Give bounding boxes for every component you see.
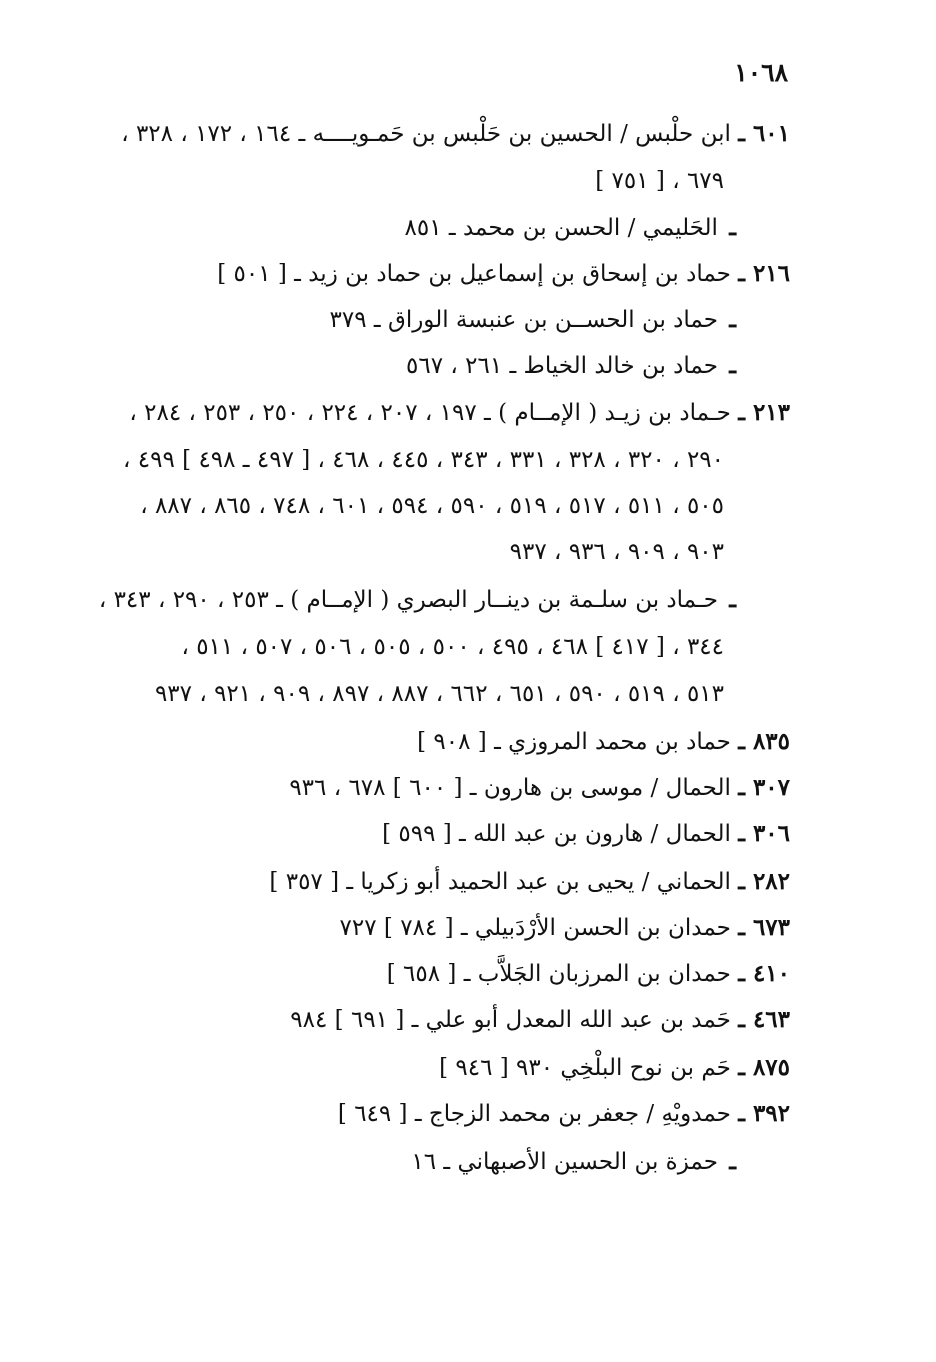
entry-text: حمدان بن المرزبان الجَلاَّب ـ [ ٦٥٨ ] [386,961,731,987]
index-entry [439,1046,790,1090]
entry-text: الحمال / موسى بن هارون ـ [ ٦٠٠ ] ٦٧٨ ، ٩٣٦ [289,775,731,801]
entry-number: ٨٧٥ ـ [738,1054,790,1081]
entry-text: حـماد بن سلـمة بن دينــار البصري ( الإمــام ) ـ ٢٥٣ ، ٢٩٠ ، ٣٤٣ ، [98,587,718,613]
entry-text: حمزة بن الحسين الأصبهاني ـ ١٦ [411,1149,718,1175]
index-entry-continuation: ٦٧٩ ، [ ٧٥١ ] [595,168,724,194]
entry-dash: ـ [729,1148,736,1175]
index-entry-continuation: ٩٠٣ ، ٩٠٩ ، ٩٣٦ ، ٩٣٧ [509,539,724,565]
entry-number: ٢٨٢ ـ [738,868,790,895]
page-number: ١٠٦٨ [734,58,788,87]
index-subentry [411,1140,736,1184]
index-entry [340,906,790,950]
entry-text: الحمال / هارون بن عبد الله ـ [ ٥٩٩ ] [382,821,731,847]
index-entry [289,766,790,810]
entry-text: حـماد بن زيـد ( الإمــام ) ـ ١٩٧ ، ٢٠٧ ، ٢٢٤ ، ٢٥٠ ، ٢٥٣ ، ٢٨٤ ، [129,400,731,426]
entry-text: حماد بن محمد المروزي ـ [ ٩٠٨ ] [417,729,731,755]
entry-number: ٢١٣ ـ [738,399,790,426]
entry-text: الحَليمي / الحسن بن محمد ـ ٨٥١ [404,215,718,241]
entry-text: حماد بن إسحاق بن إسماعيل بن حماد بن زيد ـ [ ٥٠١ ] [217,261,731,287]
index-entry [217,252,790,296]
entry-dash: ـ [729,586,736,613]
index-entry [290,998,790,1042]
entry-number: ٦٠١ ـ [738,120,790,147]
index-entry-continuation: ٢٩٠ ، ٣٢٠ ، ٣٢٨ ، ٣٣١ ، ٣٤٣ ، ٤٤٥ ، ٤٦٨ ، [ ٤٩٧ ـ ٤٩٨ ] ٤٩٩ ، [123,447,724,473]
index-entry [338,1092,790,1136]
index-entry-continuation: ٣٤٤ ، [ ٤١٧ ] ٤٦٨ ، ٤٩٥ ، ٥٠٠ ، ٥٠٥ ، ٥٠٦ ، ٥٠٧ ، ٥١١ ، [181,634,724,660]
index-subentry [99,578,736,622]
entry-number: ٣٩٢ ـ [738,1100,790,1127]
index-subentry [406,344,736,388]
entry-text: حَم بن نوح البلْخِي ٩٣٠ [ ٩٤٦ ] [439,1055,731,1081]
entry-text: ابن حلْبس / الحسين بن حَلْبس بن حَمـويــــه ـ ١٦٤ ، ١٧٢ ، ٣٢٨ ، [121,121,731,147]
index-entry [387,952,790,996]
entry-number: ٤١٠ ـ [738,960,790,987]
entry-number: ٤٦٣ ـ [738,1006,790,1033]
entry-number: ٦٧٣ ـ [738,914,790,941]
entry-dash: ـ [729,352,736,379]
entry-number: ٣٠٦ ـ [738,820,790,847]
entry-text: حمدان بن الحسن الأرْدَبيلي ـ [ ٧٨٤ ] ٧٢٧ [339,915,731,941]
entry-dash: ـ [729,214,736,241]
index-subentry [330,298,736,342]
entry-number: ٨٣٥ ـ [738,728,790,755]
entry-text: حمدويْهِ / جعفر بن محمد الزجاج ـ [ ٦٤٩ ] [337,1101,731,1127]
index-entry [382,812,790,856]
index-subentry [405,206,736,250]
entry-text: حَمد بن عبد الله المعدل أبو علي ـ [ ٦٩١ ] ٩٨٤ [290,1007,731,1033]
index-entry [129,391,790,435]
index-entry-continuation: ٥١٣ ، ٥١٩ ، ٥٩٠ ، ٦٥١ ، ٦٦٢ ، ٨٨٧ ، ٨٩٧ ، ٩٠٩ ، ٩٢١ ، ٩٣٧ [154,681,724,707]
index-entry [269,860,790,904]
entry-number: ٣٠٧ ـ [738,774,790,801]
entry-text: الحماني / يحيى بن عبد الحميد أبو زكريا ـ [ ٣٥٧ ] [269,869,731,895]
index-entry [121,112,790,156]
index-entry [417,720,790,764]
entry-text: حماد بن الحســن بن عنبسة الوراق ـ ٣٧٩ [329,307,718,333]
entry-number: ٢١٦ ـ [738,260,790,287]
entry-text: حماد بن خالد الخياط ـ ٢٦١ ، ٥٦٧ [406,353,718,379]
entry-dash: ـ [729,306,736,333]
index-entry-continuation: ٥٠٥ ، ٥١١ ، ٥١٧ ، ٥١٩ ، ٥٩٠ ، ٥٩٤ ، ٦٠١ ، ٧٤٨ ، ٨٦٥ ، ٨٨٧ ، [140,493,724,519]
